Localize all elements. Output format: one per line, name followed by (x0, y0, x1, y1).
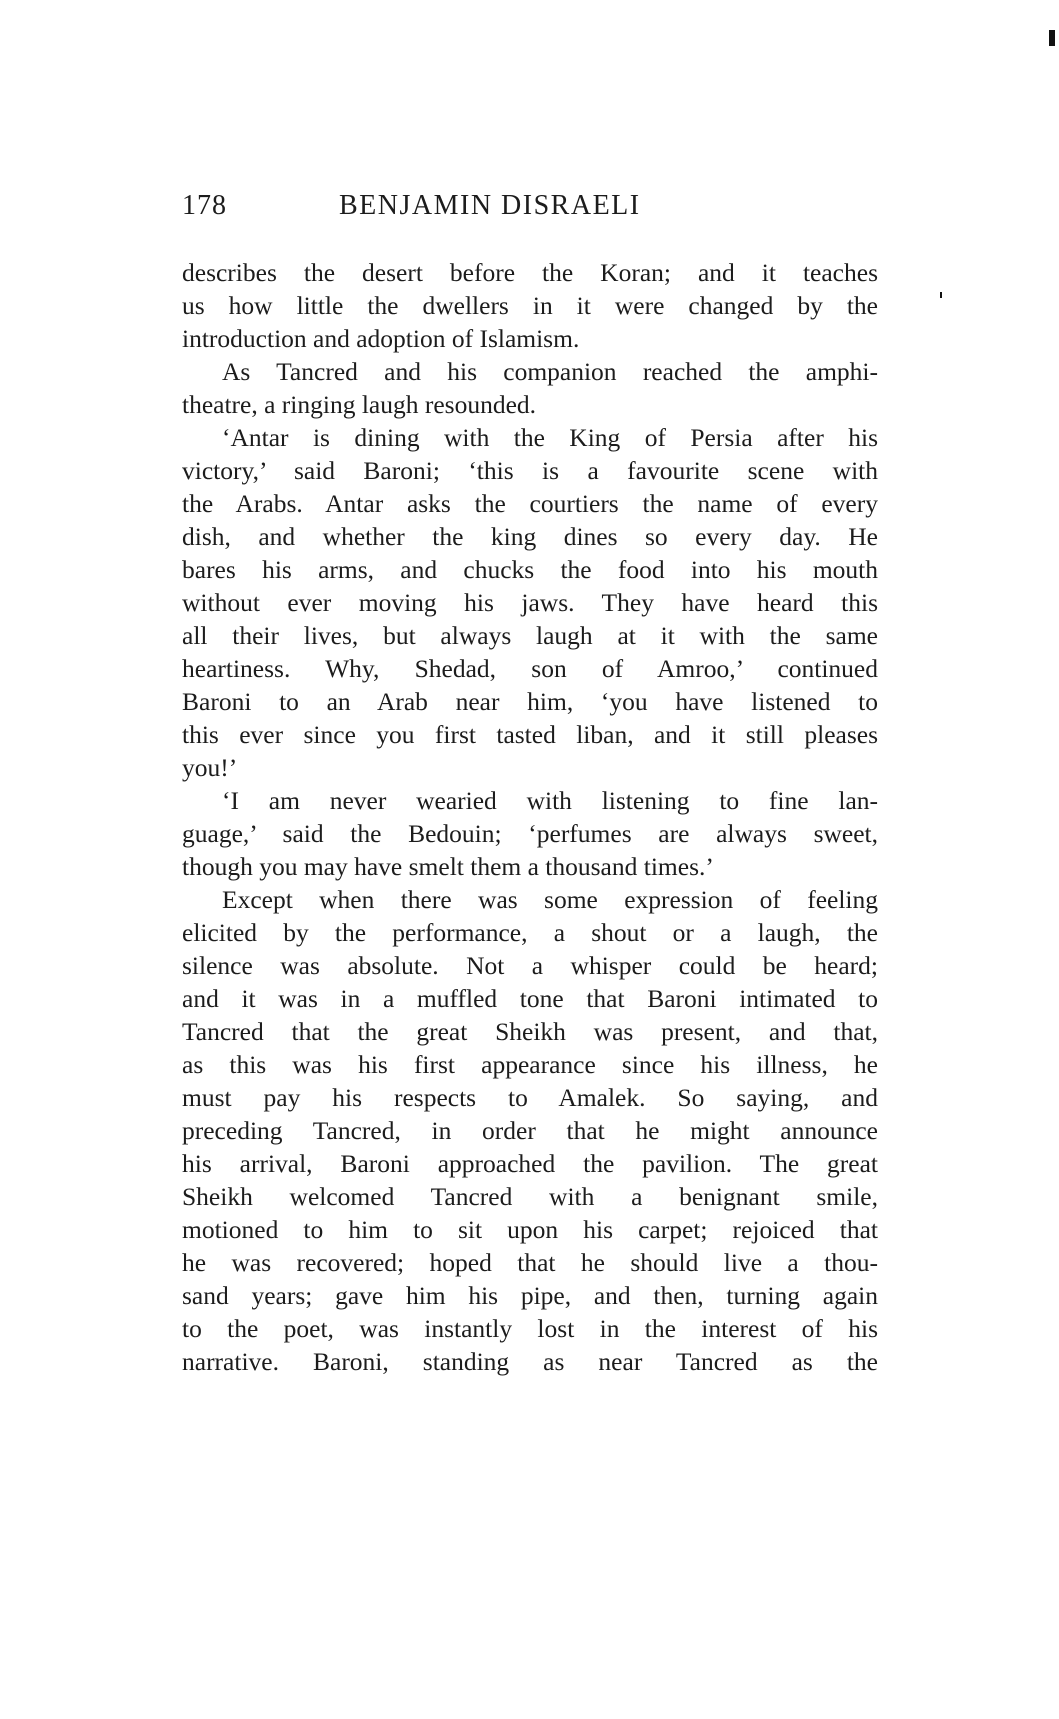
text-line: though you may have smelt them a thousand times.’ (182, 852, 714, 881)
text-line: victory,’ said Baroni; ‘this is a favourite scene with (182, 456, 878, 485)
text-line: us how little the dwellers in it were changed by the (182, 291, 878, 320)
running-title: BENJAMIN DISRAELI (339, 190, 641, 221)
text-line: he was recovered; hoped that he should live a thou- (182, 1248, 878, 1277)
text-line: this ever since you first tasted liban, and it still pleases (182, 720, 878, 749)
text-line: narrative. Baroni, standing as near Tancred as the (182, 1347, 878, 1376)
text-line: heartiness. Why, Shedad, son of Amroo,’ continued (182, 654, 878, 683)
text-line: preceding Tancred, in order that he might announce (182, 1116, 878, 1145)
text-line: introduction and adoption of Islamism. (182, 324, 580, 353)
page-number: 178 (182, 190, 227, 221)
text-line: sand years; gave him his pipe, and then, turning again (182, 1281, 878, 1310)
text-line: dish, and whether the king dines so every day. He (182, 522, 878, 551)
text-line: ‘I am never wearied with listening to fine lan- (222, 786, 878, 815)
text-line: motioned to him to sit upon his carpet; rejoiced that (182, 1215, 878, 1244)
text-line: the Arabs. Antar asks the courtiers the name of every (182, 489, 878, 518)
margin-speck (940, 292, 942, 298)
text-line: his arrival, Baroni approached the pavilion. The great (182, 1149, 878, 1178)
text-line: without ever moving his jaws. They have heard this (182, 588, 878, 617)
text-line: must pay his respects to Amalek. So saying, and (182, 1083, 878, 1112)
text-line: bares his arms, and chucks the food into his mouth (182, 555, 878, 584)
text-line: guage,’ said the Bedouin; ‘perfumes are always sweet, (182, 819, 878, 848)
corner-ink-mark (1049, 30, 1055, 46)
text-line: to the poet, was instantly lost in the interest of his (182, 1314, 878, 1343)
text-line: silence was absolute. Not a whisper could be heard; (182, 951, 878, 980)
page-header (182, 190, 882, 230)
text-line: As Tancred and his companion reached the amphi- (222, 357, 878, 386)
text-line: ‘Antar is dining with the King of Persia after his (222, 423, 878, 452)
text-line: and it was in a muffled tone that Baroni intimated to (182, 984, 878, 1013)
text-line: theatre, a ringing laugh resounded. (182, 390, 537, 419)
text-line: Tancred that the great Sheikh was present, and that, (182, 1017, 878, 1046)
text-line: elicited by the performance, a shout or a laugh, the (182, 918, 878, 947)
text-line: you!’ (182, 753, 238, 782)
text-line: describes the desert before the Koran; and it teaches (182, 258, 878, 287)
text-line: Sheikh welcomed Tancred with a benignant smile, (182, 1182, 878, 1211)
text-line: as this was his first appearance since his illness, he (182, 1050, 878, 1079)
text-line: all their lives, but always laugh at it with the same (182, 621, 878, 650)
text-line: Baroni to an Arab near him, ‘you have listened to (182, 687, 878, 716)
body-text (182, 256, 878, 1378)
text-line: Except when there was some expression of feeling (222, 885, 878, 914)
